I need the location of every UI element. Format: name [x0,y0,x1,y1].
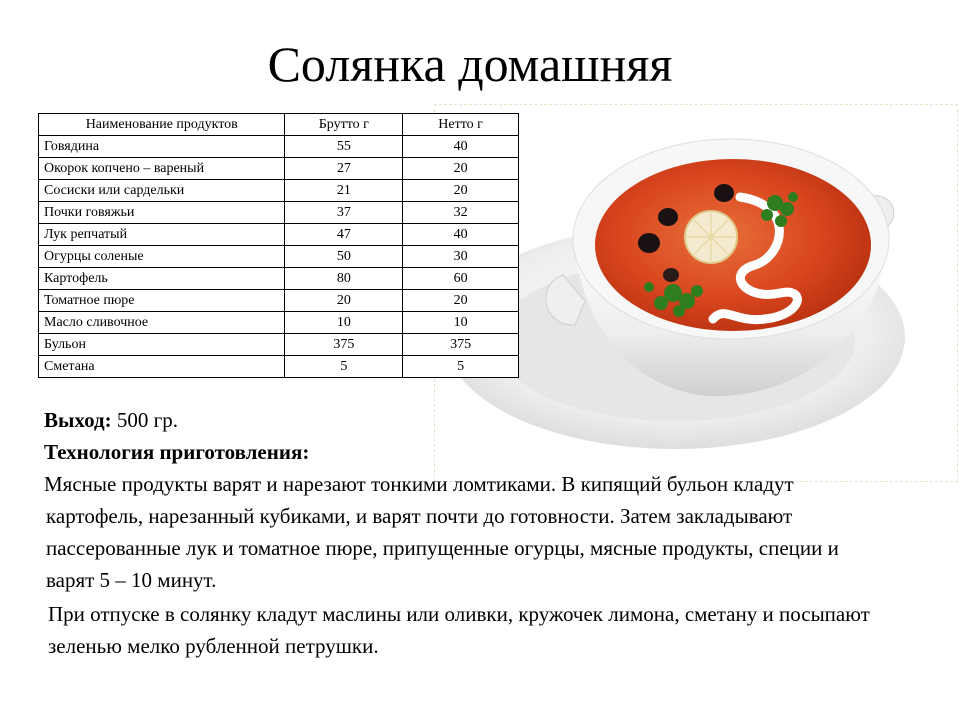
table-row [39,158,519,180]
yield-value: 500 гр. [116,408,178,432]
product-name-cell: Томатное пюре [39,290,285,312]
gross-weight-cell: 50 [285,246,403,268]
product-name-cell: Почки говяжьи [39,202,285,224]
technology-paragraph: Мясные продукты варят и нарезают тонкими ломтиками. В кипящий бульон кладут картофель, нарезанный кубиками, и варят почти до готовности. Затем закладывают пассерованные лук и томатное пюре, припущенные огурцы, мясные продукты, специи и варят 5 – 10 минут. [44,472,839,592]
olive [638,233,660,253]
gross-weight-cell: 47 [285,224,403,246]
gross-weight-cell: 55 [285,136,403,158]
gross-weight-cell: 27 [285,158,403,180]
gross-weight-cell: 80 [285,268,403,290]
net-weight-cell: 20 [403,158,519,180]
table-row [39,268,519,290]
table-row [39,180,519,202]
net-weight-cell: 30 [403,246,519,268]
net-weight-cell: 375 [403,334,519,356]
table-row [39,202,519,224]
recipe-description [42,404,872,662]
product-name-cell: Картофель [39,268,285,290]
table-row [39,246,519,268]
net-weight-cell: 40 [403,136,519,158]
table-row [39,136,519,158]
net-weight-cell: 10 [403,312,519,334]
net-weight-cell: 20 [403,180,519,202]
net-weight-cell: 5 [403,356,519,378]
table-row [39,224,519,246]
table-row [39,334,519,356]
yield-label: Выход: [44,408,112,432]
gross-weight-cell: 375 [285,334,403,356]
product-name-cell: Говядина [39,136,285,158]
product-name-cell: Сосиски или сардельки [39,180,285,202]
product-name-cell: Сметана [39,356,285,378]
gross-weight-cell: 21 [285,180,403,202]
gross-weight-cell: 37 [285,202,403,224]
table-row [39,312,519,334]
serving-paragraph: При отпуске в солянку кладут маслины или оливки, кружочек лимона, сметану и посыпают зеленью мелко рубленной петрушки. [48,602,870,658]
column-header-net: Нетто г [403,114,519,136]
olive [714,184,734,202]
net-weight-cell: 60 [403,268,519,290]
product-name-cell: Масло сливочное [39,312,285,334]
product-name-cell: Огурцы соленые [39,246,285,268]
page-title: Солянка домашняя [267,36,673,92]
table-row [39,290,519,312]
olive [658,208,678,226]
table-row [39,356,519,378]
olive [663,268,679,282]
product-name-cell: Окорок копчено – вареный [39,158,285,180]
column-header-product: Наименование продуктов [39,114,285,136]
product-name-cell: Лук репчатый [39,224,285,246]
net-weight-cell: 32 [403,202,519,224]
gross-weight-cell: 20 [285,290,403,312]
gross-weight-cell: 5 [285,356,403,378]
technology-heading: Технология приготовления: [44,440,310,464]
column-header-gross: Брутто г [285,114,403,136]
product-name-cell: Бульон [39,334,285,356]
gross-weight-cell: 10 [285,312,403,334]
yield-line [42,404,872,436]
net-weight-cell: 20 [403,290,519,312]
ingredients-table [38,113,519,378]
table-header-row [39,114,519,136]
net-weight-cell: 40 [403,224,519,246]
